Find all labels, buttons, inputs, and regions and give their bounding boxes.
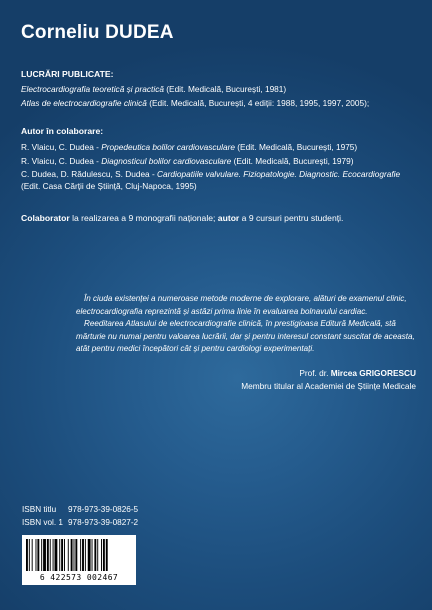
barcode-bar <box>94 539 96 571</box>
work-title: Diagnosticul bolilor cardiovasculare <box>101 156 232 166</box>
barcode-bar <box>26 539 28 571</box>
barcode-bar <box>97 539 98 571</box>
barcode-bar <box>68 539 69 571</box>
coauthored-work-item <box>21 142 357 152</box>
barcode <box>22 535 136 585</box>
work-details: (Edit. Casa Cărții de Știință, Cluj-Napoca, 1995) <box>21 181 197 191</box>
barcode-bar <box>53 539 54 571</box>
collaborator-text: la realizarea a 9 monografii naționale; <box>69 213 218 223</box>
barcode-bars <box>26 539 132 571</box>
coauthored-work-item <box>21 156 354 166</box>
published-work-item <box>21 98 369 108</box>
coauthored-work-item <box>21 168 421 192</box>
barcode-bar <box>61 539 63 571</box>
work-title: Propedeutica bolilor cardiovasculare <box>101 142 235 152</box>
barcode-bar <box>103 539 105 571</box>
coauthor-heading: Autor în colaborare: <box>21 126 104 136</box>
barcode-bar <box>80 539 81 571</box>
endorsement-quote <box>76 293 422 356</box>
isbn-value: 978-973-39-0826-5 <box>68 505 139 514</box>
collaboration-summary <box>21 213 343 223</box>
barcode-bar <box>36 539 37 571</box>
isbn-value: 978-973-39-0827-2 <box>68 518 139 527</box>
barcode-bar <box>85 539 86 571</box>
author-text: a 9 cursuri pentru studenți. <box>239 213 344 223</box>
barcode-bar <box>29 539 30 571</box>
barcode-bar <box>106 539 108 571</box>
barcode-bar <box>47 539 49 571</box>
work-details: (Edit. Medicală, București, 1981) <box>163 84 287 94</box>
quote-paragraph: În ciuda existenței a numeroase metode moderne de explorare, alături de examenul clinic, electrocardiografia reprezintă și astăzi prima linie în evaluarea bolnavului cardiac. <box>76 294 407 316</box>
barcode-bar <box>92 539 93 571</box>
barcode-bar <box>55 539 58 571</box>
author-label: autor <box>217 213 240 223</box>
signature-role: Membru titular al Academiei de Științe Medicale <box>241 381 416 391</box>
author-name: Corneliu DUDEA <box>21 22 174 43</box>
work-authors: R. Vlaicu, C. Dudea - <box>21 156 102 166</box>
isbn-label: ISBN vol. 1 <box>22 518 63 527</box>
barcode-bar <box>71 539 73 571</box>
work-title: Cardiopatiile valvulare. Fiziopatologie. Diagnostic. Ecocardiografie <box>157 169 401 179</box>
quote-paragraph: Reeditarea Atlasului de electrocardiografie clinică, în prestigioasa Editură Medicală, stă mărturie nu numai pentru valoarea lucrării, dar și pentru interesul constant suscitat de aceasta, atât pentru medici începători cât și pentru cardiologi experimentați. <box>76 319 415 354</box>
work-details: (Edit. Medicală, București, 4 ediții: 1988, 1995, 1997, 2005); <box>146 98 370 108</box>
barcode-bar <box>101 539 102 571</box>
isbn-line <box>22 518 138 527</box>
barcode-bar <box>82 539 84 571</box>
work-authors: C. Dudea, D. Rădulescu, S. Dudea - <box>21 169 158 179</box>
work-title: Electrocardiografia teoretică și practică <box>21 84 164 94</box>
barcode-bar <box>75 539 77 571</box>
work-authors: R. Vlaicu, C. Dudea - <box>21 142 102 152</box>
barcode-bar <box>43 539 46 571</box>
isbn-line <box>22 505 138 514</box>
isbn-label: ISBN titlu <box>22 505 57 514</box>
barcode-bar <box>37 539 39 571</box>
barcode-bar <box>64 539 65 571</box>
barcode-bar <box>88 539 91 571</box>
barcode-digits: 6 422573 002467 <box>39 573 119 582</box>
published-work-item <box>21 84 286 94</box>
barcode-bar <box>32 539 33 571</box>
published-works-heading: LUCRĂRI PUBLICATE: <box>21 69 114 79</box>
barcode-bar <box>59 539 60 571</box>
signature-name-line <box>299 368 416 378</box>
signature-prefix: Prof. dr. <box>299 368 331 378</box>
barcode-bar <box>74 539 75 571</box>
signature-name: Mircea GRIGORESCU <box>330 368 416 378</box>
barcode-bar <box>41 539 42 571</box>
work-details: (Edit. Medicală, București, 1975) <box>234 142 358 152</box>
collaborator-label: Colaborator <box>21 213 70 223</box>
barcode-bar <box>50 539 51 571</box>
work-details: (Edit. Medicală, București, 1979) <box>231 156 354 166</box>
work-title: Atlas de electrocardiografie clinică <box>21 98 147 108</box>
